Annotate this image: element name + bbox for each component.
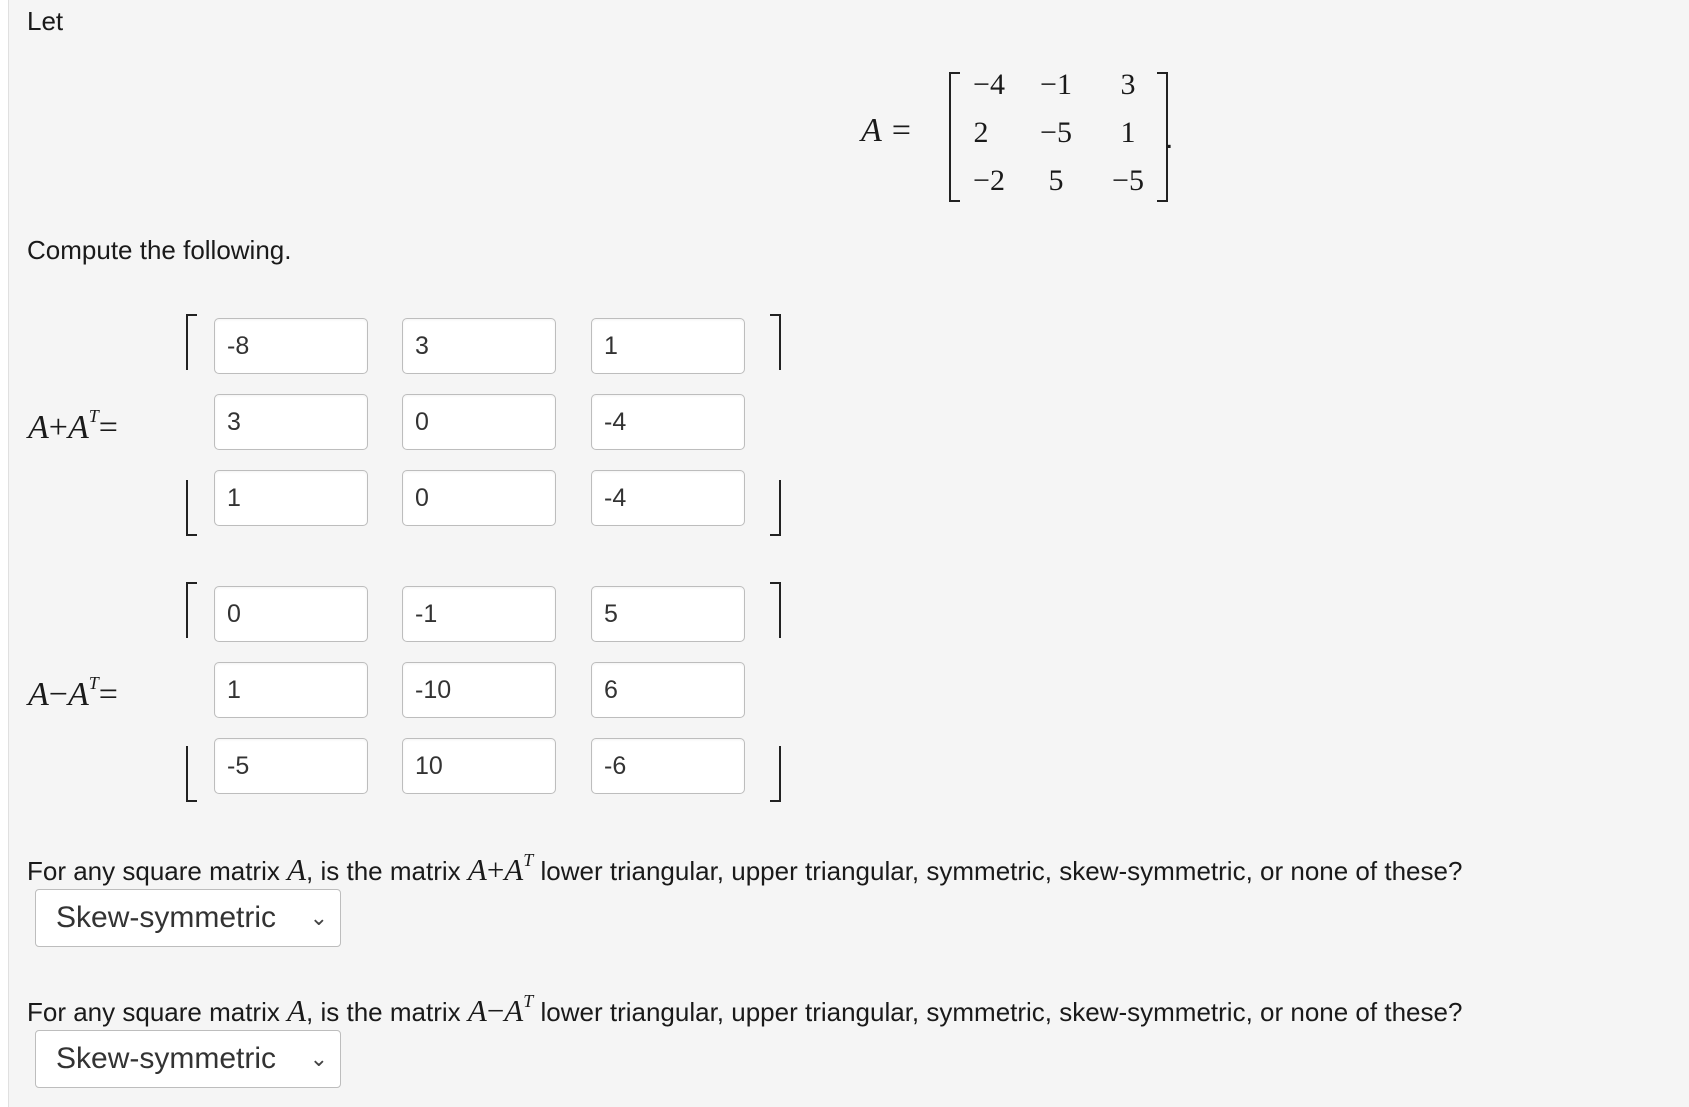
question-1-text: For any square matrix A, is the matrix $A+A^T$ lower triangular, upper triangular, symmetric, skew-symmetric, or none of these? (27, 850, 1463, 887)
sum-cell-0-2[interactable] (591, 318, 745, 374)
sum-label: $A+A^T=$ (28, 405, 118, 446)
diff-label: $A-A^T=$ (28, 672, 118, 713)
problem-panel (8, 0, 1689, 1107)
diff-bracket-bottom-right (770, 746, 781, 802)
chevron-down-icon: ⌄ (309, 1046, 328, 1071)
diff-cell-0-2[interactable] (591, 586, 745, 642)
diff-bracket-top-right (770, 582, 781, 638)
chevron-down-icon: ⌄ (309, 905, 328, 930)
given-cell-1-2: 1 (1120, 116, 1136, 149)
given-cell-2-1: 5 (1048, 164, 1064, 197)
given-matrix-period: . (1165, 122, 1174, 155)
diff-bracket-top-left (186, 582, 197, 638)
sum-cell-1-0[interactable] (214, 394, 368, 450)
diff-cell-2-1[interactable] (402, 738, 556, 794)
sum-cell-2-1[interactable] (402, 470, 556, 526)
given-cell-1-0: 2 (973, 116, 989, 149)
sum-bracket-top-right (770, 314, 781, 370)
diff-cell-2-2[interactable] (591, 738, 745, 794)
diff-cell-1-1[interactable] (402, 662, 556, 718)
question-1-select[interactable]: Skew-symmetric ⌄ (35, 889, 341, 947)
diff-cell-1-2[interactable] (591, 662, 745, 718)
given-cell-0-2: 3 (1120, 68, 1136, 101)
sum-bracket-bottom-right (770, 480, 781, 536)
sum-cell-0-1[interactable] (402, 318, 556, 374)
sum-cell-0-0[interactable] (214, 318, 368, 374)
given-cell-2-2: −5 (1112, 164, 1144, 197)
given-cell-2-0: −2 (973, 164, 1005, 197)
sum-bracket-top-left (186, 314, 197, 370)
question-2-text: For any square matrix A, is the matrix $A-A^T$ lower triangular, upper triangular, symmetric, skew-symmetric, or none of these? (27, 991, 1463, 1028)
question-2-select[interactable]: Skew-symmetric ⌄ (35, 1030, 341, 1088)
diff-cell-0-1[interactable] (402, 586, 556, 642)
diff-cell-2-0[interactable] (214, 738, 368, 794)
diff-cell-1-0[interactable] (214, 662, 368, 718)
diff-bracket-bottom-left (186, 746, 197, 802)
given-cell-0-0: −4 (973, 68, 1005, 101)
compute-text: Compute the following. (27, 235, 292, 265)
given-matrix-label: A = (861, 112, 913, 149)
sum-cell-2-2[interactable] (591, 470, 745, 526)
sum-cell-1-2[interactable] (591, 394, 745, 450)
sum-bracket-bottom-left (186, 480, 197, 536)
let-text: Let (27, 6, 64, 36)
sum-cell-1-1[interactable] (402, 394, 556, 450)
sum-cell-2-0[interactable] (214, 470, 368, 526)
given-cell-0-1: −1 (1040, 68, 1072, 101)
diff-cell-0-0[interactable] (214, 586, 368, 642)
given-cell-1-1: −5 (1040, 116, 1072, 149)
